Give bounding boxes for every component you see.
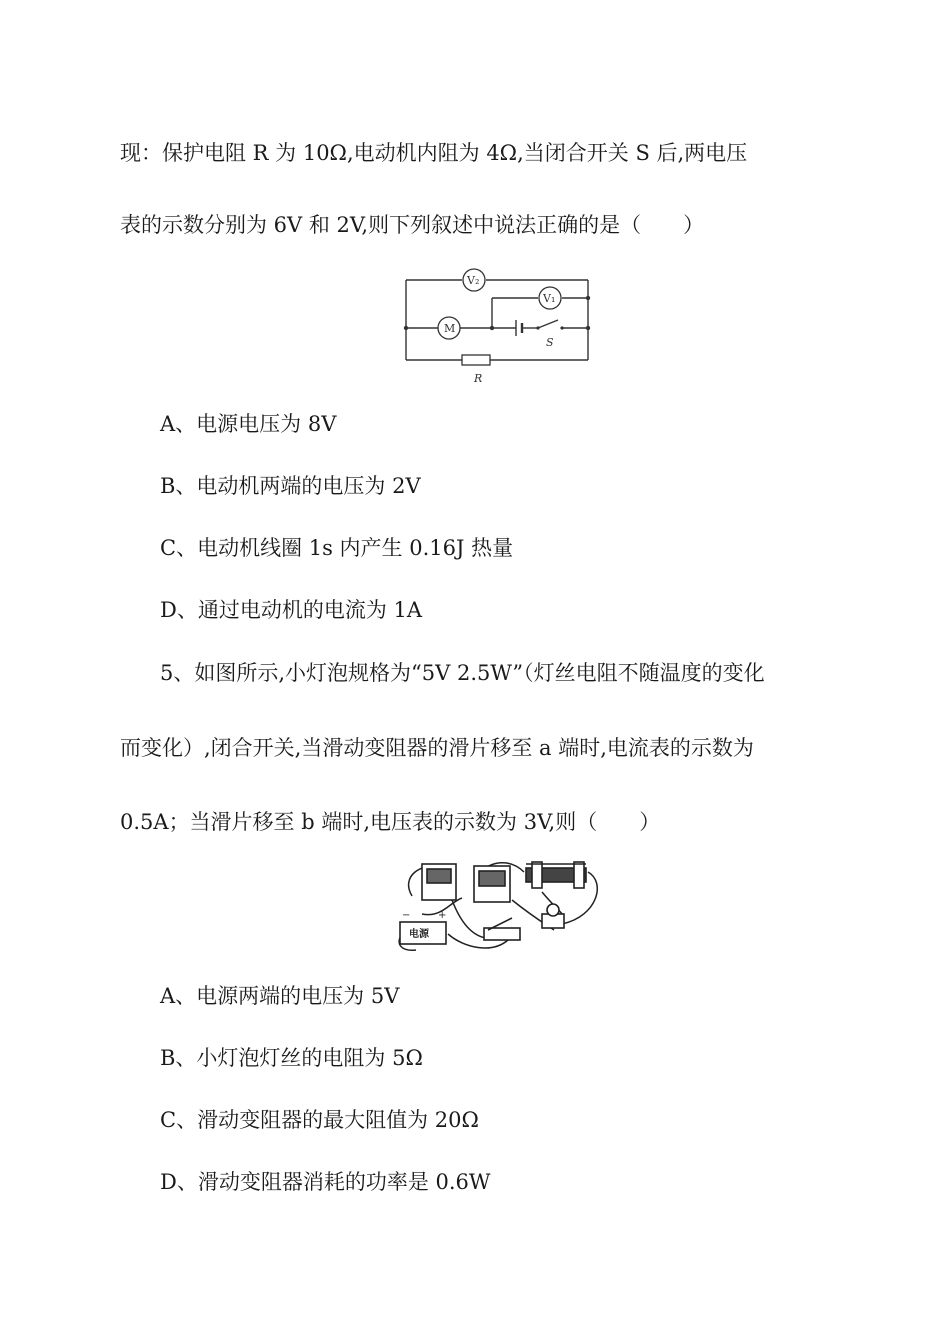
- q5-option-a: A、电源两端的电压为 5V: [160, 984, 400, 1008]
- v2-label: V₂: [467, 274, 480, 287]
- q5-stem-line-3: 0.5A；当滑片移至 b 端时,电压表的示数为 3V,则（ ）: [120, 810, 661, 834]
- battery-plus-label: +: [438, 910, 447, 921]
- q5-option-c: C、滑动变阻器的最大阻值为 20Ω: [160, 1108, 479, 1132]
- q5-stem-line-2: 而变化）,闭合开关,当滑动变阻器的滑片移至 a 端时,电流表的示数为: [120, 736, 754, 760]
- resistor-symbol: [462, 355, 490, 365]
- q4-option-d: D、通过电动机的电流为 1A: [160, 598, 423, 622]
- motor-label: M: [444, 322, 456, 335]
- q4-stem-line-2: 表的示数分别为 6V 和 2V,则下列叙述中说法正确的是（ ）: [120, 213, 705, 237]
- q4-option-c: C、电动机线圈 1s 内产生 0.16J 热量: [160, 536, 514, 560]
- q4-circuit-diagram: [398, 262, 598, 386]
- q5-option-b: B、小灯泡灯丝的电阻为 5Ω: [160, 1046, 423, 1070]
- resistor-label: R: [474, 372, 483, 385]
- q4-option-a: A、电源电压为 8V: [160, 412, 337, 436]
- q5-stem-line-1: 5、如图所示,小灯泡规格为“5V 2.5W”（灯丝电阻不随温度的变化: [160, 661, 765, 685]
- q5-apparatus-diagram: [392, 856, 606, 956]
- q5-option-d: D、滑动变阻器消耗的功率是 0.6W: [160, 1170, 491, 1194]
- v1-label: V₁: [543, 292, 556, 305]
- q4-stem-line-1: 现：保护电阻 R 为 10Ω,电动机内阻为 4Ω,当闭合开关 S 后,两电压: [120, 141, 748, 165]
- q4-option-b: B、电动机两端的电压为 2V: [160, 474, 421, 498]
- switch-label: S: [546, 336, 554, 349]
- battery-label: 电源: [409, 929, 429, 940]
- battery-minus-label: −: [402, 910, 411, 921]
